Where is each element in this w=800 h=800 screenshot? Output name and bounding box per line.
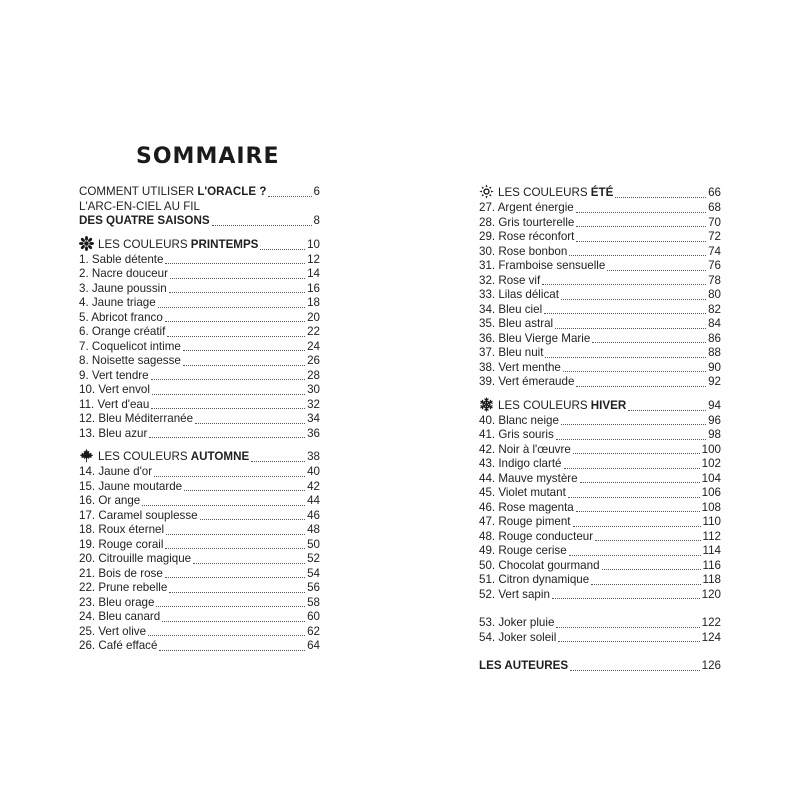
leader-dots [563, 370, 706, 372]
entry-label: 31. Framboise sensuelle [479, 259, 606, 272]
toc-entry[interactable] [79, 253, 320, 268]
toc-entry[interactable] [479, 588, 721, 603]
page-number: 70 [708, 215, 721, 229]
toc-entry[interactable] [479, 259, 721, 274]
leader-dots [156, 605, 305, 607]
entry-label: 6. Orange créatif [79, 325, 166, 338]
page-number: 126 [701, 659, 721, 672]
leader-dots [545, 356, 706, 358]
page-number: 114 [702, 544, 721, 557]
page-number: 104 [701, 471, 721, 485]
leader-dots [165, 262, 305, 264]
section-winter-header[interactable] [479, 398, 721, 414]
entry-label: 35. Bleu astral [479, 317, 554, 330]
toc-entry[interactable] [479, 288, 721, 303]
toc-entry[interactable] [79, 610, 320, 625]
page-number: 90 [708, 360, 721, 374]
leader-dots [260, 248, 305, 250]
page-number: 24 [307, 339, 320, 353]
page-number: 52 [307, 552, 320, 565]
entry-label: 2. Nacre douceur [79, 267, 168, 280]
entry-label: 32. Rose vif [479, 273, 541, 287]
leader-dots [595, 539, 700, 541]
leader-dots [564, 467, 700, 469]
section-label-bold: PRINTEMPS [190, 237, 259, 251]
leader-dots [569, 554, 701, 556]
page-number: 6 [313, 185, 320, 198]
leader-dots [542, 283, 706, 285]
toc-entry[interactable] [79, 412, 320, 427]
page-number: 56 [307, 581, 320, 594]
page-number: 74 [708, 244, 721, 258]
entry-label: 14. Jaune d'or [79, 465, 153, 478]
leader-dots [169, 591, 305, 593]
toc-entry[interactable] [479, 573, 721, 588]
leader-dots [576, 510, 700, 512]
entry-label: 50. Chocolat gourmand [479, 558, 600, 572]
toc-entry-authors[interactable] [479, 659, 721, 674]
page-number: 124 [701, 630, 721, 644]
toc-entry[interactable] [79, 354, 320, 369]
leader-dots [212, 224, 312, 226]
leader-dots [570, 669, 700, 671]
toc-left-column [79, 185, 320, 654]
entry-label: 54. Joker soleil [479, 630, 557, 644]
leader-dots [151, 407, 305, 409]
leader-dots [568, 496, 700, 498]
entry-label: 39. Vert émeraude [479, 375, 575, 388]
page-number: 18 [307, 296, 320, 309]
toc-entry[interactable] [479, 317, 721, 332]
toc-entry[interactable] [479, 616, 721, 631]
page-number: 100 [701, 442, 721, 456]
page-number: 106 [701, 486, 721, 499]
toc-entry[interactable] [479, 303, 721, 318]
page-number: 60 [307, 610, 320, 623]
toc-entry[interactable] [79, 523, 320, 538]
toc-entry[interactable] [79, 398, 320, 413]
leader-dots [154, 475, 305, 477]
leader-dots [268, 195, 311, 197]
joker-entries [479, 616, 721, 645]
toc-entry[interactable] [79, 538, 320, 553]
leader-dots [183, 364, 305, 366]
toc-entry-quatre-saisons[interactable] [79, 214, 320, 229]
toc-entry[interactable] [79, 639, 320, 654]
leader-dots [165, 320, 305, 322]
entry-label: 28. Gris tourterelle [479, 215, 575, 229]
page-number: 94 [708, 398, 721, 412]
page-number: 44 [307, 494, 320, 507]
entry-label: 37. Bleu nuit [479, 346, 544, 359]
entry-label: 22. Prune rebelle [79, 581, 168, 594]
leader-dots [165, 576, 305, 578]
entry-label: 46. Rose magenta [479, 500, 574, 514]
page-number: 42 [307, 479, 320, 493]
toc-entry[interactable] [479, 443, 721, 458]
autumn-entries [79, 465, 320, 654]
entry-label-bold: L'ORACLE ? [197, 185, 267, 198]
leader-dots [159, 649, 305, 651]
page-number: 122 [701, 616, 721, 629]
page-number: 14 [307, 267, 320, 280]
leader-dots [166, 533, 305, 535]
page-number: 76 [708, 259, 721, 272]
page-number: 78 [708, 273, 721, 287]
toc-entry[interactable] [479, 486, 721, 501]
page-number: 10 [307, 237, 320, 251]
entry-label-bold: DES QUATRE SAISONS [79, 214, 210, 227]
toc-entry[interactable] [79, 311, 320, 326]
leader-dots [195, 422, 305, 424]
entry-label: 13. Bleu azur [79, 426, 148, 440]
section-label-bold: AUTOMNE [190, 450, 250, 463]
leader-dots [592, 341, 706, 343]
page-number: 46 [307, 508, 320, 522]
leader-dots [183, 349, 305, 351]
entry-label: 8. Noisette sagesse [79, 354, 181, 367]
entry-label: 40. Blanc neige [479, 413, 559, 427]
leader-dots [576, 240, 706, 242]
page-number: 88 [708, 346, 721, 359]
leader-dots [576, 211, 706, 213]
leader-dots [165, 547, 305, 549]
toc-entry-arc-en-ciel [79, 200, 320, 215]
entry-label: 25. Vert olive [79, 624, 147, 638]
page-number: 72 [708, 230, 721, 243]
leader-dots [576, 385, 706, 387]
toc-entry[interactable] [79, 427, 320, 442]
toc-entry[interactable] [79, 625, 320, 640]
leader-dots [162, 620, 305, 622]
entry-label: L'ARC-EN-CIEL AU FIL [79, 199, 200, 213]
toc-entry[interactable] [479, 428, 721, 443]
entry-label: 17. Caramel souplesse [79, 508, 198, 522]
page-number: 58 [307, 595, 320, 609]
toc-entry[interactable] [79, 340, 320, 355]
page-number: 102 [701, 457, 721, 470]
toc-entry[interactable] [79, 480, 320, 495]
leader-dots [149, 436, 305, 438]
page-number: 64 [307, 639, 320, 652]
leader-dots [200, 518, 306, 520]
page-number: 62 [307, 624, 320, 638]
page-number: 98 [708, 428, 721, 441]
entry-label: 21. Bois de rose [79, 566, 163, 580]
leader-dots [573, 525, 701, 527]
leader-dots [602, 568, 701, 570]
toc-entry[interactable] [479, 472, 721, 487]
toc-entry[interactable] [79, 494, 320, 509]
section-label: LES COULEURS [498, 186, 591, 199]
toc-entry[interactable] [79, 282, 320, 297]
leader-dots [152, 393, 305, 395]
entry-label: 51. Citron dynamique [479, 573, 590, 586]
page-number: 110 [702, 515, 721, 528]
entry-label: 4. Jaune triage [79, 296, 156, 309]
leader-dots [628, 409, 706, 411]
toc-entry[interactable] [479, 530, 721, 545]
entry-label: 11. Vert d'eau [79, 397, 150, 411]
leader-dots [591, 583, 700, 585]
toc-entry[interactable] [479, 230, 721, 245]
entry-label: 29. Rose réconfort [479, 230, 575, 243]
entry-label: 42. Noir à l'œuvre [479, 442, 571, 456]
page-number: 68 [708, 201, 721, 214]
entry-label: 5. Abricot franco [79, 310, 163, 324]
snowflake-icon [479, 397, 494, 412]
entry-label: 24. Bleu canard [79, 610, 161, 623]
leader-dots [558, 640, 699, 642]
leader-dots [576, 225, 706, 227]
toc-entry[interactable] [79, 552, 320, 567]
page-number: 20 [307, 310, 320, 324]
page-number: 66 [708, 186, 721, 199]
page-number: 34 [307, 412, 320, 425]
page-number: 108 [701, 500, 721, 514]
page-number: 118 [702, 573, 721, 586]
toc-entry[interactable] [479, 457, 721, 472]
section-label-bold: HIVER [590, 398, 627, 412]
page-number: 120 [701, 587, 721, 601]
toc-entry[interactable] [479, 544, 721, 559]
page-number: 16 [307, 281, 320, 295]
toc-entry[interactable] [479, 375, 721, 390]
toc-entry[interactable] [479, 346, 721, 361]
page-number: 96 [708, 413, 721, 427]
entry-label-bold: LES AUTEURES [479, 659, 569, 672]
page-title: SOMMAIRE [136, 144, 280, 169]
page-number: 112 [702, 529, 721, 543]
page-number: 32 [307, 397, 320, 411]
toc-entry[interactable] [479, 559, 721, 574]
entry-label: 19. Rouge corail [79, 537, 164, 551]
leader-dots [151, 378, 305, 380]
toc-entry[interactable] [79, 325, 320, 340]
leader-dots [544, 312, 706, 314]
leader-dots [555, 327, 706, 329]
page-number: 92 [708, 375, 721, 388]
page-number: 8 [313, 214, 320, 227]
spring-entries [79, 253, 320, 442]
toc-entry[interactable] [479, 201, 721, 216]
section-label: LES COULEURS [98, 237, 191, 251]
toc-entry[interactable] [79, 267, 320, 282]
summer-entries [479, 201, 721, 390]
leader-dots [580, 481, 700, 483]
entry-label: 49. Rouge cerise [479, 544, 567, 557]
page-number: 50 [307, 537, 320, 551]
page-number: 84 [708, 317, 721, 330]
entry-label: 30. Rose bonbon [479, 244, 568, 258]
section-autumn-header[interactable] [79, 449, 320, 465]
entry-label: 33. Lilas délicat [479, 288, 559, 301]
toc-entry-oracle[interactable] [79, 185, 320, 200]
section-spring-header[interactable] [79, 237, 320, 253]
entry-label: 36. Bleu Vierge Marie [479, 331, 591, 345]
page-number: 28 [307, 368, 320, 382]
leader-dots [169, 291, 305, 293]
sun-icon [479, 184, 494, 199]
leader-dots [148, 634, 305, 636]
toc-entry[interactable] [479, 414, 721, 429]
toc-right-column [479, 185, 721, 674]
page-number: 82 [708, 302, 721, 316]
entry-label: 1. Sable détente [79, 252, 164, 266]
toc-entry[interactable] [479, 274, 721, 289]
section-summer-header[interactable] [479, 185, 721, 201]
toc-entry[interactable] [79, 465, 320, 480]
leader-dots [561, 298, 706, 300]
entry-label: 23. Bleu orage [79, 595, 155, 609]
winter-entries [479, 414, 721, 603]
toc-entry[interactable] [79, 581, 320, 596]
entry-label: 3. Jaune poussin [79, 281, 167, 295]
entry-label: 53. Joker pluie [479, 616, 555, 629]
entry-label: 44. Mauve mystère [479, 471, 578, 485]
page-number: 12 [307, 252, 320, 266]
page-number: 116 [702, 558, 721, 572]
page-number: 86 [708, 331, 721, 345]
entry-label: COMMENT UTILISER [79, 185, 198, 198]
section-label: LES COULEURS [498, 398, 591, 412]
entry-label: 18. Roux éternel [79, 523, 165, 536]
entry-label: 12. Bleu Méditerranée [79, 412, 194, 425]
entry-label: 41. Gris souris [479, 428, 554, 441]
page-number: 54 [307, 566, 320, 580]
leader-dots [615, 196, 706, 198]
leader-dots [573, 452, 700, 454]
toc-entry[interactable] [479, 361, 721, 376]
entry-label: 52. Vert sapin [479, 587, 550, 601]
page-number: 38 [307, 450, 320, 463]
toc-entry[interactable] [79, 383, 320, 398]
entry-label: 26. Café effacé [79, 639, 158, 652]
entry-label: 10. Vert envol [79, 383, 150, 396]
toc-entry[interactable] [79, 567, 320, 582]
entry-label: 16. Or ange [79, 494, 141, 507]
leader-dots [251, 460, 305, 462]
toc-entry[interactable] [79, 296, 320, 311]
entry-label: 43. Indigo clarté [479, 457, 562, 470]
leader-dots [552, 597, 700, 599]
section-label: LES COULEURS [98, 450, 191, 463]
toc-entry[interactable] [479, 515, 721, 530]
leader-dots [556, 626, 699, 628]
page-number: 22 [307, 325, 320, 338]
leader-dots [556, 438, 706, 440]
entry-label: 48. Rouge conducteur [479, 529, 594, 543]
toc-entry[interactable] [479, 216, 721, 231]
toc-entry[interactable] [79, 509, 320, 524]
entry-label: 47. Rouge piment [479, 515, 571, 528]
leader-dots [607, 269, 706, 271]
entry-label: 34. Bleu ciel [479, 302, 543, 316]
entry-label: 45. Violet mutant [479, 486, 566, 499]
entry-label: 27. Argent énergie [479, 201, 574, 214]
leader-dots [561, 423, 706, 425]
entry-label: 7. Coquelicot intime [79, 339, 181, 353]
page-number: 36 [307, 426, 320, 440]
leader-dots [184, 489, 305, 491]
page-number: 40 [307, 465, 320, 478]
page-number: 80 [708, 288, 721, 301]
entry-label: 15. Jaune moutarde [79, 479, 183, 493]
toc-entry[interactable] [479, 631, 721, 646]
leader-dots [569, 254, 706, 256]
leader-dots [193, 562, 305, 564]
page-number: 26 [307, 354, 320, 367]
leader-dots [167, 335, 305, 337]
entry-label: 38. Vert menthe [479, 360, 561, 374]
toc-entry[interactable] [479, 332, 721, 347]
toc-entry[interactable] [479, 245, 721, 260]
maple-leaf-icon [79, 448, 94, 463]
page-number: 30 [307, 383, 320, 396]
toc-entry[interactable] [79, 596, 320, 611]
leader-dots [170, 277, 305, 279]
toc-entry[interactable] [479, 501, 721, 516]
leader-dots [142, 504, 305, 506]
section-label-bold: ÉTÉ [590, 186, 614, 199]
flower-icon [79, 236, 94, 251]
page-number: 48 [307, 523, 320, 536]
toc-entry[interactable] [79, 369, 320, 384]
entry-label: 20. Citrouille magique [79, 552, 192, 565]
entry-label: 9. Vert tendre [79, 368, 149, 382]
leader-dots [158, 306, 305, 308]
